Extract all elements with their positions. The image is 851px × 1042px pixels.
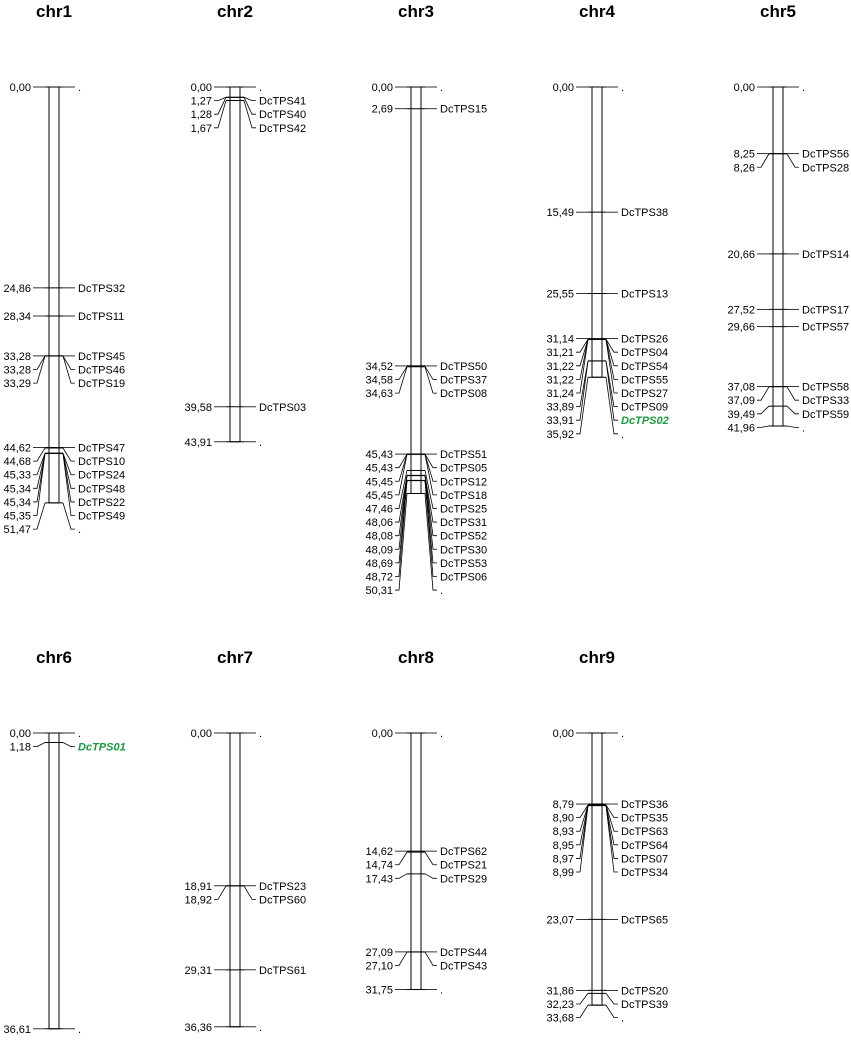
marker-position-label: 48,72 — [365, 571, 393, 584]
marker-connector-left — [395, 952, 407, 966]
chromosome-chr1 — [3, 2, 125, 536]
marker-gene-label: DcTPS26 — [621, 333, 669, 346]
marker-position-label: 2,69 — [371, 103, 393, 116]
marker-gene-label: DcTPS06 — [440, 571, 488, 584]
marker-position-label: 44,68 — [3, 456, 31, 469]
marker-position-label: 31,22 — [546, 360, 574, 373]
chromosome-title: chr8 — [398, 648, 434, 667]
chromosome-chr5 — [727, 2, 849, 434]
marker-position-label: 45,35 — [3, 510, 31, 523]
marker-connector-right — [606, 1005, 618, 1017]
marker-connector-left — [214, 886, 226, 900]
marker-position-label: 31,22 — [546, 374, 574, 387]
marker-position-label: 45,34 — [3, 483, 31, 496]
marker-position-label: 48,06 — [365, 517, 393, 530]
marker-position-label: 1,67 — [190, 122, 212, 135]
marker-gene-label: DcTPS53 — [440, 557, 488, 570]
marker-position-label: 23,07 — [546, 914, 574, 927]
marker-position-label: 37,09 — [727, 395, 755, 408]
marker-gene-label: DcTPS42 — [259, 122, 307, 135]
marker-gene-label: DcTPS49 — [78, 510, 126, 523]
marker-gene-label: DcTPS65 — [621, 914, 669, 927]
marker-position-label: 31,86 — [546, 985, 574, 998]
marker-gene-label: . — [802, 82, 806, 94]
marker-gene-label: DcTPS40 — [259, 109, 307, 122]
marker-position-label: 45,33 — [3, 469, 31, 482]
marker-position-label: 15,49 — [546, 207, 574, 220]
marker-position-label: 45,45 — [365, 476, 393, 489]
marker-gene-label: DcTPS12 — [440, 476, 488, 489]
marker-connector-right — [787, 154, 799, 168]
marker-gene-label: DcTPS52 — [440, 530, 488, 543]
marker-position-label: 44,62 — [3, 442, 31, 455]
marker-position-label: 47,46 — [365, 503, 393, 516]
marker-position-label: 50,31 — [365, 585, 393, 598]
marker-position-label: 27,52 — [727, 304, 755, 317]
marker-gene-label: DcTPS61 — [259, 964, 307, 977]
marker-connector-left — [757, 387, 769, 401]
marker-gene-label: . — [440, 728, 444, 740]
marker-gene-label: DcTPS34 — [621, 867, 669, 880]
marker-gene-label: . — [259, 1021, 263, 1034]
marker-gene-label: DcTPS25 — [440, 503, 488, 516]
marker-position-label: 33,68 — [546, 1012, 574, 1025]
marker-position-label: 39,58 — [184, 401, 212, 414]
marker-connector-left — [576, 993, 588, 1004]
marker-gene-label: DcTPS17 — [802, 304, 850, 317]
marker-position-label: 17,43 — [365, 873, 393, 886]
marker-position-label: 27,10 — [365, 960, 393, 973]
marker-position-label: 33,28 — [3, 350, 31, 363]
marker-position-label: 45,34 — [3, 496, 31, 509]
marker-position-label: 8,90 — [552, 812, 574, 825]
marker-position-label: 41,96 — [727, 422, 755, 435]
marker-position-label: 36,36 — [184, 1021, 212, 1034]
marker-position-label: 34,52 — [365, 360, 393, 373]
marker-position-label: 33,91 — [546, 415, 574, 428]
marker-gene-label: DcTPS48 — [78, 483, 126, 496]
marker-gene-label: DcTPS36 — [621, 799, 669, 812]
marker-position-label: 8,25 — [733, 148, 755, 161]
marker-gene-label: DcTPS38 — [621, 207, 669, 220]
marker-connector-left — [395, 874, 407, 878]
chromosome-chr3 — [365, 2, 487, 597]
marker-connector-right — [63, 743, 75, 747]
marker-gene-label: DcTPS10 — [78, 456, 126, 469]
marker-gene-label: DcTPS07 — [621, 853, 669, 866]
chromosome-chr4 — [546, 2, 668, 441]
marker-position-label: 27,09 — [365, 946, 393, 959]
marker-gene-label: . — [621, 728, 625, 740]
marker-gene-label: DcTPS01 — [78, 741, 126, 754]
marker-position-label: 18,92 — [184, 894, 212, 907]
marker-gene-label: . — [78, 82, 82, 94]
marker-position-label: 0,00 — [190, 728, 212, 740]
marker-position-label: 8,93 — [552, 826, 574, 839]
marker-position-label: 48,69 — [365, 557, 393, 570]
marker-gene-label: DcTPS63 — [621, 826, 669, 839]
marker-position-label: 0,00 — [190, 82, 212, 94]
chromosome-title: chr4 — [579, 2, 615, 21]
marker-gene-label: DcTPS59 — [802, 408, 850, 421]
marker-position-label: 14,74 — [365, 859, 393, 872]
marker-position-label: 24,86 — [3, 282, 31, 295]
chromosome-bar — [49, 733, 59, 1029]
marker-connector-right — [425, 852, 437, 865]
marker-position-label: 29,66 — [727, 321, 755, 334]
marker-position-label: 0,00 — [371, 728, 393, 740]
marker-gene-label: DcTPS05 — [440, 462, 488, 475]
marker-gene-label: DcTPS24 — [78, 469, 126, 482]
marker-position-label: 8,95 — [552, 839, 574, 852]
marker-connector-left — [757, 426, 769, 427]
marker-gene-label: . — [78, 1023, 82, 1036]
chromosome-bar — [592, 733, 602, 1005]
marker-gene-label: DcTPS39 — [621, 999, 669, 1012]
marker-position-label: 0,00 — [733, 82, 755, 94]
marker-position-label: 20,66 — [727, 248, 755, 261]
marker-gene-label: DcTPS04 — [621, 347, 669, 360]
marker-gene-label: DcTPS22 — [78, 496, 126, 509]
marker-gene-label: DcTPS45 — [78, 350, 126, 363]
marker-gene-label: . — [78, 524, 82, 537]
marker-gene-label: DcTPS46 — [78, 364, 126, 377]
marker-gene-label: DcTPS33 — [802, 395, 850, 408]
marker-position-label: 0,00 — [552, 728, 574, 740]
marker-gene-label: DcTPS35 — [621, 812, 669, 825]
marker-gene-label: DcTPS51 — [440, 449, 488, 462]
marker-connector-left — [757, 406, 769, 414]
marker-gene-label: DcTPS27 — [621, 388, 669, 401]
chromosome-chr6 — [3, 648, 125, 1036]
marker-position-label: 33,89 — [546, 401, 574, 414]
marker-gene-label: . — [440, 82, 444, 94]
marker-connector-left — [33, 743, 45, 747]
marker-position-label: 8,99 — [552, 867, 574, 880]
marker-gene-label: DcTPS64 — [621, 839, 669, 852]
marker-connector-right — [787, 406, 799, 414]
marker-position-label: 25,55 — [546, 288, 574, 301]
marker-connector-left — [395, 367, 407, 393]
chromosome-bar — [230, 87, 240, 442]
marker-position-label: 39,49 — [727, 408, 755, 421]
marker-gene-label: . — [621, 1012, 625, 1025]
marker-gene-label: . — [802, 422, 806, 435]
marker-gene-label: DcTPS23 — [259, 880, 307, 893]
marker-gene-label: DcTPS50 — [440, 360, 488, 373]
marker-position-label: 18,91 — [184, 880, 212, 893]
marker-gene-label: DcTPS13 — [621, 288, 669, 301]
marker-position-label: 1,28 — [190, 109, 212, 122]
chromosome-title: chr2 — [217, 2, 253, 21]
marker-connector-right — [244, 886, 256, 900]
marker-position-label: 36,61 — [3, 1023, 31, 1036]
chromosome-title: chr6 — [36, 648, 72, 667]
marker-connector-right — [244, 97, 256, 100]
marker-connector-left — [214, 97, 226, 100]
marker-position-label: 29,31 — [184, 964, 212, 977]
marker-position-label: 0,00 — [9, 82, 31, 94]
marker-position-label: 43,91 — [184, 436, 212, 449]
chromosome-title: chr3 — [398, 2, 434, 21]
marker-connector-right — [425, 952, 437, 966]
marker-position-label: 35,92 — [546, 428, 574, 441]
chromosome-bar — [773, 87, 783, 426]
marker-position-label: 8,79 — [552, 799, 574, 812]
marker-position-label: 28,34 — [3, 310, 31, 323]
marker-gene-label: DcTPS14 — [802, 248, 850, 261]
marker-connector-right — [63, 503, 75, 529]
chromosome-bar — [230, 733, 240, 1027]
marker-gene-label: DcTPS18 — [440, 489, 488, 502]
marker-position-label: 32,23 — [546, 999, 574, 1012]
marker-gene-label: DcTPS08 — [440, 388, 488, 401]
marker-gene-label: DcTPS60 — [259, 894, 307, 907]
marker-position-label: 31,21 — [546, 347, 574, 360]
marker-gene-label: DcTPS20 — [621, 985, 669, 998]
marker-position-label: 0,00 — [371, 82, 393, 94]
marker-gene-label: DcTPS11 — [78, 310, 125, 323]
chromosome-chr7 — [184, 648, 306, 1034]
marker-position-label: 31,75 — [365, 984, 393, 997]
marker-connector-right — [787, 387, 799, 401]
marker-position-label: 14,62 — [365, 846, 393, 859]
marker-connector-left — [33, 503, 45, 529]
marker-connector-left — [395, 852, 407, 865]
marker-gene-label: DcTPS28 — [802, 162, 850, 175]
marker-connector-right — [787, 426, 799, 427]
marker-gene-label: DcTPS03 — [259, 401, 307, 414]
marker-gene-label: DcTPS43 — [440, 960, 488, 973]
marker-gene-label: DcTPS02 — [621, 415, 669, 428]
chromosome-bar — [49, 87, 59, 503]
chromosome-title: chr9 — [579, 648, 615, 667]
marker-position-label: 48,09 — [365, 544, 393, 557]
chromosome-title: chr1 — [36, 2, 72, 21]
marker-position-label: 1,27 — [190, 95, 212, 108]
marker-position-label: 31,14 — [546, 333, 574, 346]
marker-gene-label: . — [440, 984, 444, 997]
marker-gene-label: DcTPS54 — [621, 360, 669, 373]
chromosome-bar — [592, 87, 602, 377]
marker-connector-right — [425, 874, 437, 878]
marker-position-label: 45,43 — [365, 462, 393, 475]
marker-gene-label: DcTPS55 — [621, 374, 669, 387]
marker-position-label: 48,08 — [365, 530, 393, 543]
marker-gene-label: DcTPS31 — [440, 517, 488, 530]
marker-gene-label: DcTPS41 — [259, 95, 307, 108]
marker-position-label: 1,18 — [9, 741, 31, 754]
marker-connector-right — [425, 367, 437, 393]
marker-gene-label: DcTPS29 — [440, 873, 488, 886]
marker-gene-label: . — [78, 728, 82, 740]
marker-gene-label: DcTPS19 — [78, 378, 126, 391]
marker-gene-label: DcTPS09 — [621, 401, 669, 414]
chromosome-title: chr5 — [760, 2, 796, 21]
marker-position-label: 45,45 — [365, 489, 393, 502]
marker-gene-label: DcTPS37 — [440, 374, 488, 387]
marker-position-label: 8,97 — [552, 853, 574, 866]
marker-position-label: 51,47 — [3, 524, 31, 537]
marker-gene-label: DcTPS44 — [440, 946, 488, 959]
chromosome-chr9 — [546, 648, 668, 1025]
marker-position-label: 33,28 — [3, 364, 31, 377]
marker-position-label: 34,63 — [365, 388, 393, 401]
marker-connector-left — [757, 154, 769, 168]
marker-position-label: 31,24 — [546, 388, 574, 401]
marker-gene-label: DcTPS15 — [440, 103, 488, 116]
marker-connector-right — [606, 993, 618, 1004]
marker-gene-label: DcTPS47 — [78, 442, 126, 455]
marker-position-label: 33,29 — [3, 378, 31, 391]
marker-gene-label: DcTPS58 — [802, 381, 850, 394]
marker-position-label: 45,43 — [365, 449, 393, 462]
marker-gene-label: DcTPS56 — [802, 148, 850, 161]
marker-connector-left — [576, 1005, 588, 1017]
marker-gene-label: DcTPS32 — [78, 282, 126, 295]
marker-gene-label: DcTPS57 — [802, 321, 850, 334]
marker-gene-label: . — [259, 82, 263, 94]
marker-gene-label: . — [259, 728, 263, 740]
marker-position-label: 34,58 — [365, 374, 393, 387]
chromosome-bar — [411, 87, 421, 494]
marker-gene-label: . — [621, 82, 625, 94]
marker-gene-label: . — [259, 436, 263, 449]
chromosome-title: chr7 — [217, 648, 253, 667]
marker-gene-label: . — [440, 585, 444, 598]
chromosome-chr2 — [184, 2, 306, 449]
marker-gene-label: DcTPS21 — [440, 859, 488, 872]
chromosome-bar — [411, 733, 421, 990]
marker-position-label: 8,26 — [733, 162, 755, 175]
marker-position-label: 37,08 — [727, 381, 755, 394]
marker-gene-label: DcTPS30 — [440, 544, 488, 557]
marker-position-label: 0,00 — [552, 82, 574, 94]
marker-gene-label: . — [621, 428, 625, 441]
marker-position-label: 0,00 — [9, 728, 31, 740]
marker-gene-label: DcTPS62 — [440, 846, 488, 859]
chromosome-chr8 — [365, 648, 487, 997]
